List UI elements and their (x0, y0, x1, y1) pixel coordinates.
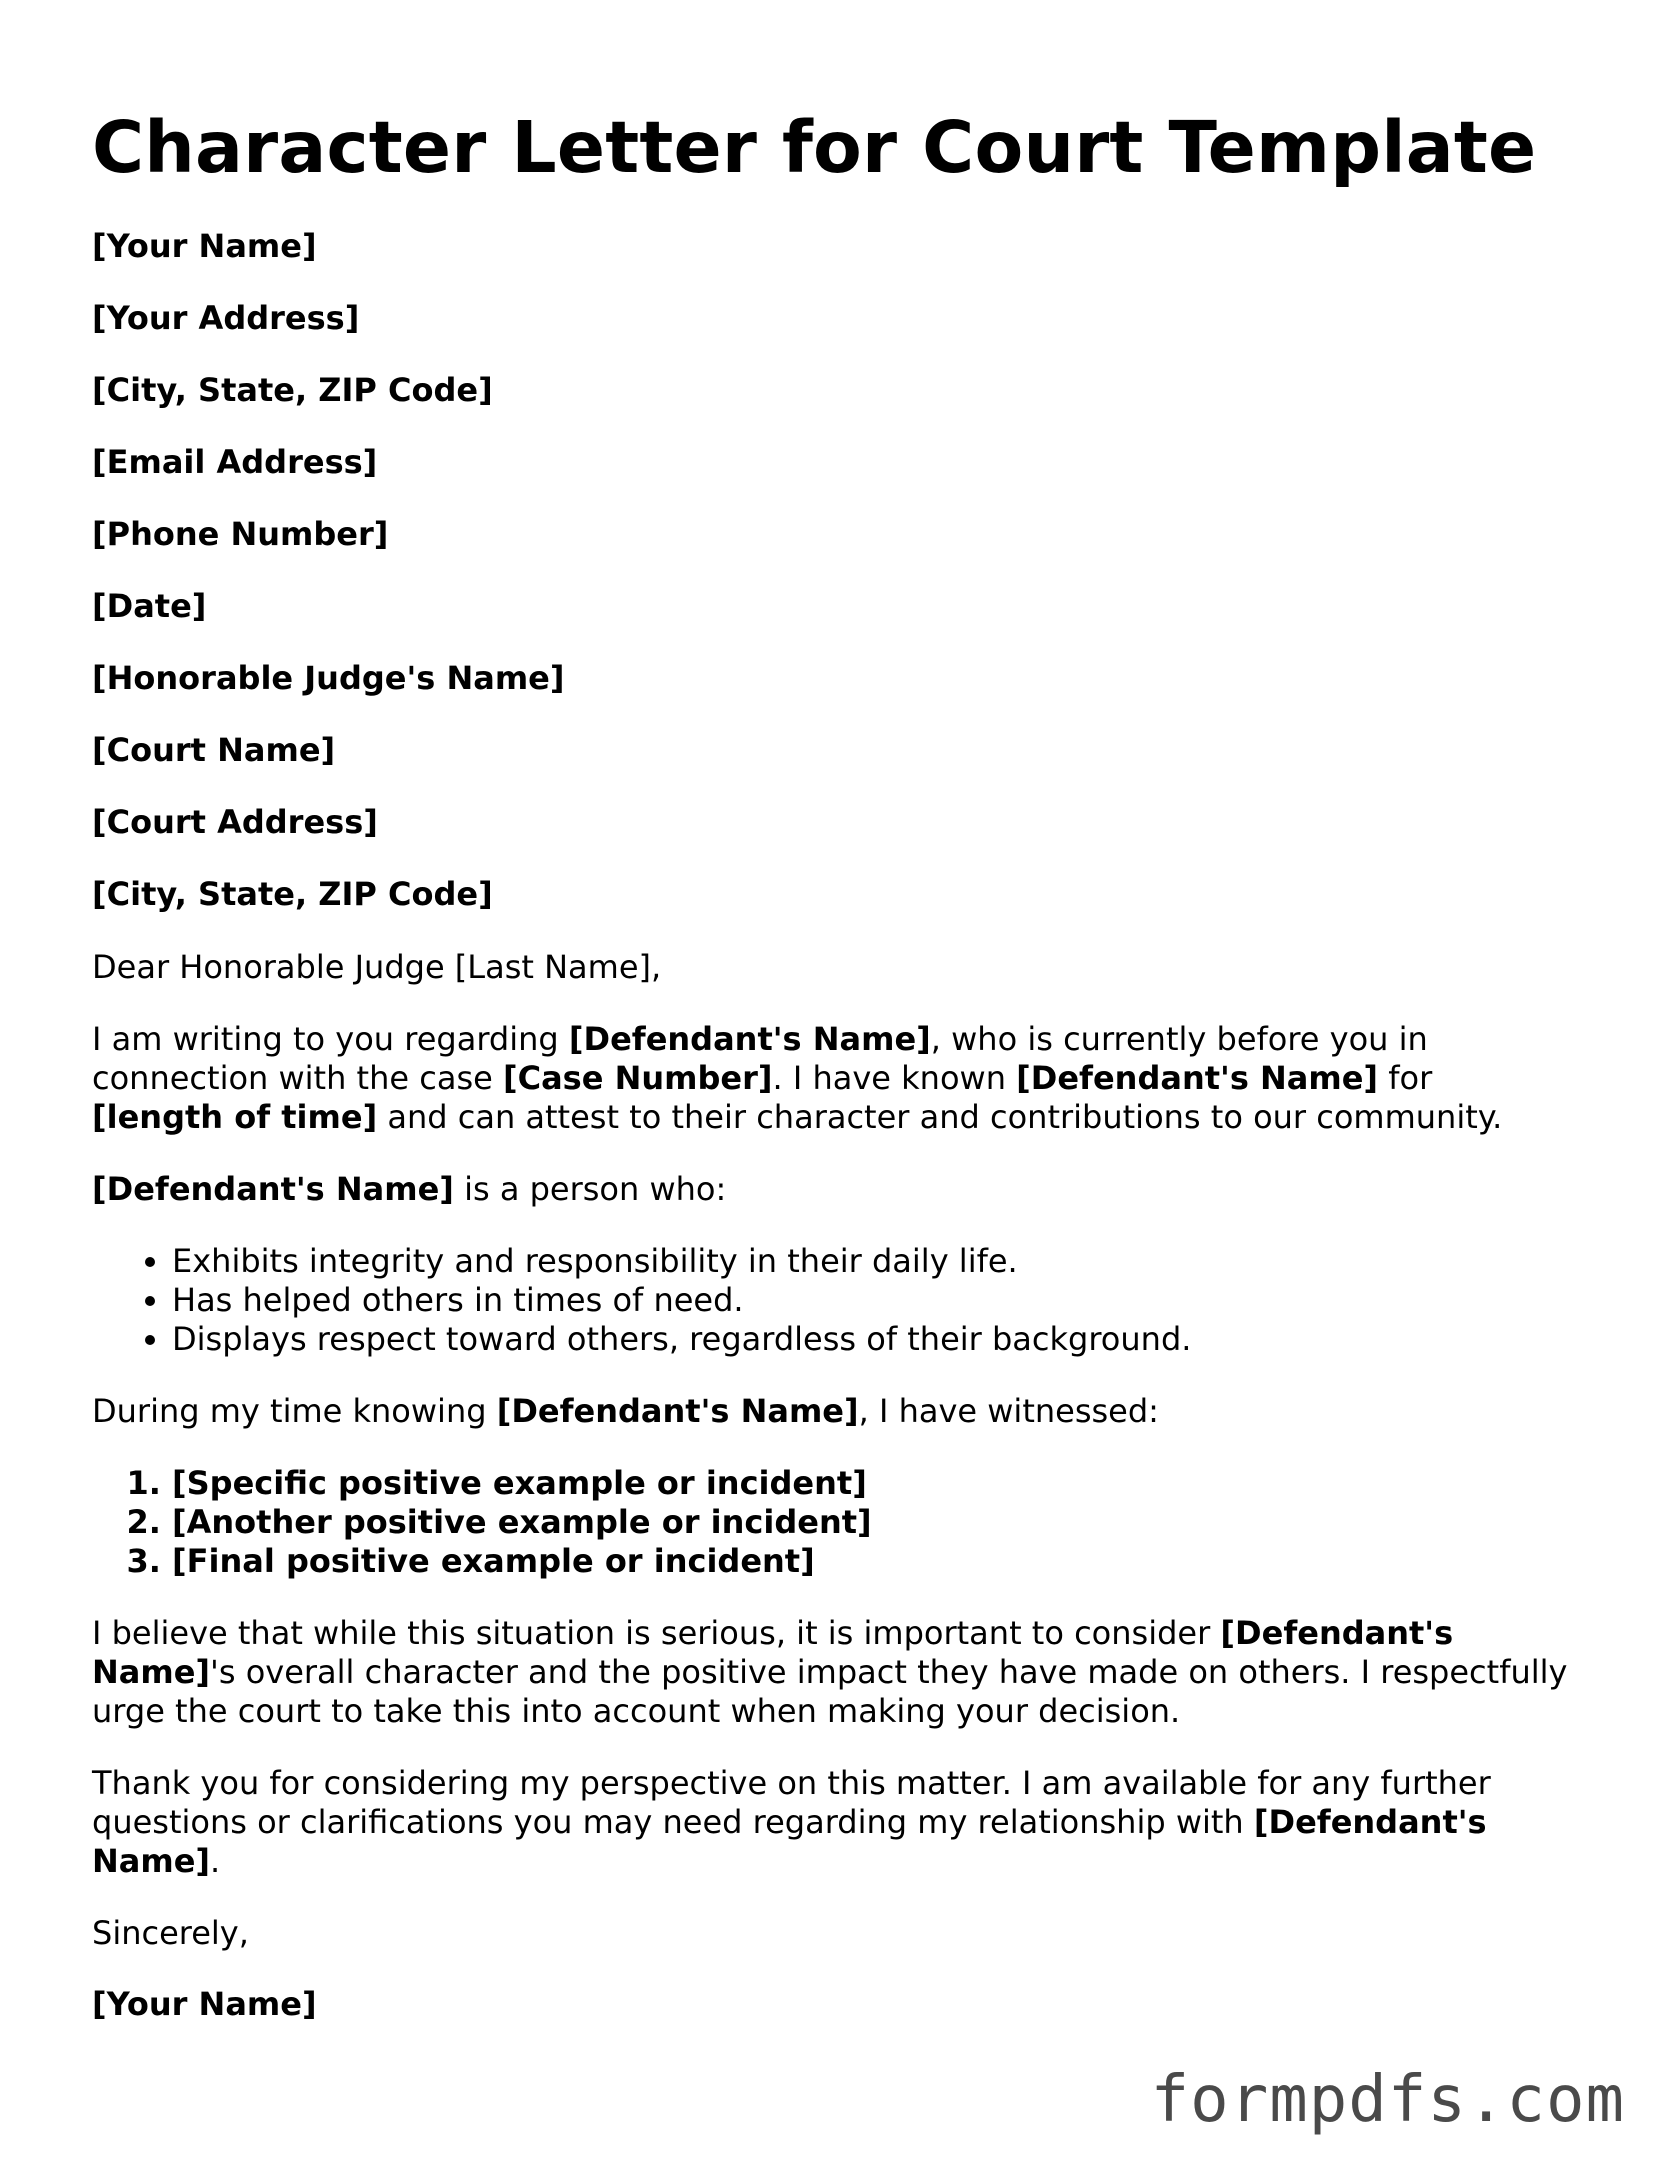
list-item: • Exhibits integrity and responsibility in their daily life. (172, 1242, 1572, 1281)
text-fragment: is a person who: (453, 1169, 727, 1208)
judge-name: [Honorable Judge's Name] (92, 658, 565, 697)
court-name: [Court Name] (92, 730, 336, 769)
text-fragment: , I have witnessed: (858, 1391, 1159, 1430)
text-fragment: . (210, 1841, 221, 1880)
sender-email: [Email Address] (92, 442, 378, 481)
placeholder-case-number: [Case Number] (502, 1058, 773, 1097)
watermark: formpdfs.com (1150, 2063, 1625, 2137)
text-fragment: . I have known (772, 1058, 1017, 1097)
text-fragment: Thank you for considering my perspective on this matter. I am available for any further questions or clarifications you may need regarding my relationship with (92, 1763, 1491, 1841)
placeholder-defendant-name: [Defendant's Name] (568, 1019, 931, 1058)
court-city-state-zip: [City, State, ZIP Code] (92, 874, 493, 913)
closing: Sincerely, (92, 1913, 249, 1952)
placeholder-defendant-name: [Defendant's Name] (92, 1169, 454, 1208)
placeholder-length-of-time: [length of time] (92, 1097, 378, 1136)
placeholder-defendant-name: [Defendant's Name] (92, 1613, 1454, 1691)
text-fragment: I am writing to you regarding (92, 1019, 569, 1058)
sender-phone: [Phone Number] (92, 514, 389, 553)
text-fragment: 's overall character and the positive impact they have made on others. I respectfully urge the court to take this into account when making your decision. (92, 1652, 1568, 1730)
page-title: Character Letter for Court Template (92, 106, 1537, 189)
examples-list (92, 1464, 1572, 1581)
list-item: • Displays respect toward others, regardless of their background. (172, 1320, 1572, 1359)
paragraph-person-who (92, 1170, 1572, 1209)
placeholder-defendant-name: [Defendant's Name] (92, 1802, 1487, 1880)
court-address: [Court Address] (92, 802, 378, 841)
placeholder-defendant-name: [Defendant's Name] (1016, 1058, 1379, 1097)
text-fragment: During my time knowing (92, 1391, 497, 1430)
paragraph-intro (92, 1020, 1572, 1137)
paragraph-consider (92, 1614, 1572, 1731)
traits-list (92, 1242, 1572, 1359)
list-item: 1. [Specific positive example or incident] (172, 1464, 1572, 1503)
sender-name: [Your Name] (92, 226, 317, 265)
paragraph-witnessed (92, 1392, 1572, 1431)
sender-city-state-zip: [City, State, ZIP Code] (92, 370, 493, 409)
paragraph-thanks (92, 1764, 1572, 1881)
list-item: 2. [Another positive example or incident] (172, 1503, 1572, 1542)
placeholder-defendant-name: [Defendant's Name] (496, 1391, 859, 1430)
text-fragment: and can attest to their character and contributions to our community. (377, 1097, 1503, 1136)
text-fragment: , who is currently before you in connection with the case (92, 1019, 1428, 1097)
list-item: 3. [Final positive example or incident] (172, 1542, 1572, 1581)
sender-address: [Your Address] (92, 298, 360, 337)
letter-page (92, 108, 1572, 2058)
signature-name: [Your Name] (92, 1984, 317, 2023)
list-item: • Has helped others in times of need. (172, 1281, 1572, 1320)
text-fragment: I believe that while this situation is serious, it is important to consider (92, 1613, 1221, 1652)
text-fragment: for (1378, 1058, 1433, 1097)
letter-date: [Date] (92, 586, 207, 625)
salutation: Dear Honorable Judge [Last Name], (92, 947, 662, 986)
